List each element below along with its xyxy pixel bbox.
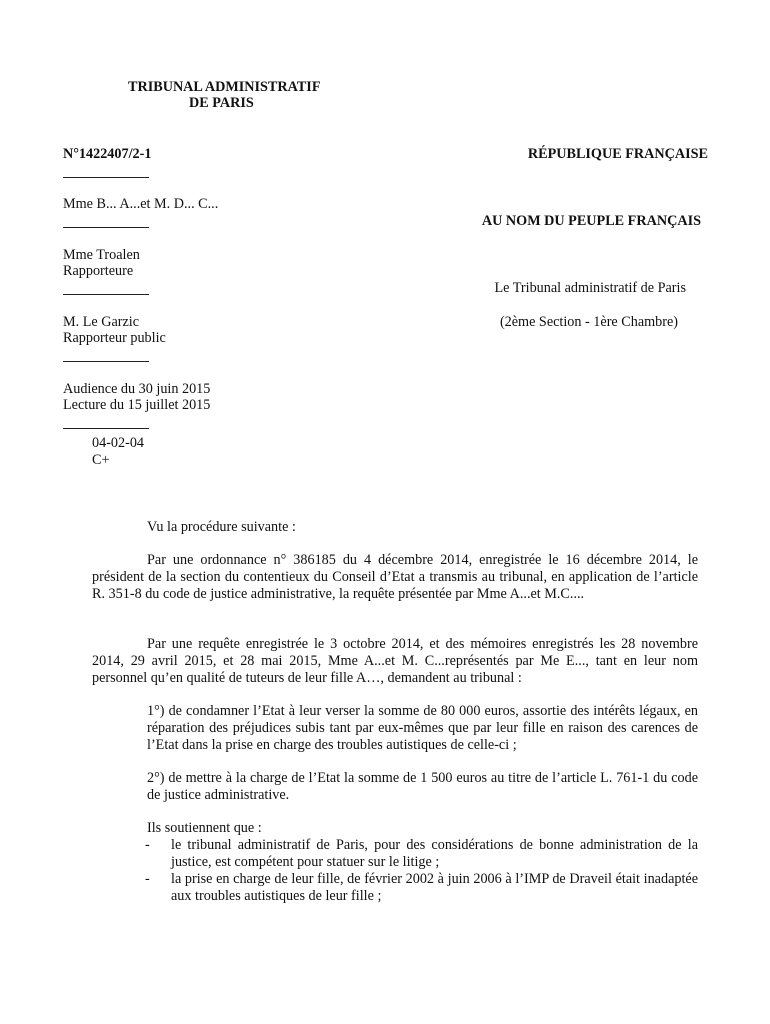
tribunal-name: Le Tribunal administratif de Paris [494,280,686,296]
public-rapporteur-name: M. Le Garzic [63,314,140,330]
classification-code: 04-02-04 [92,435,145,451]
in-the-name-heading: AU NOM DU PEUPLE FRANÇAIS [481,213,701,229]
paragraph-ordonnance: Par une ordonnance n° 386185 du 4 décembre 2014, enregistrée le 16 décembre 2014, le président de la section du contentieux du Conseil d’Etat a transmis au tribunal, en application de l’article R. 351-8 du code de justice administrative, la requête présentée par Mme A...et M.C.... [92,552,698,602]
bullet-dash: - [145,871,150,887]
paragraph-requete: Par une requête enregistrée le 3 octobre 2014, et des mémoires enregistrés les 28 novembre 2014, 29 avril 2015, et 28 mai 2015, Mme A...et M. C...représentés par Me E..., tant en leur nom personnel qu’en qualité de tuteurs de leur fille A…, demandent au tribunal : [92,636,698,686]
separator-line [63,177,149,178]
court-name-line2: DE PARIS [189,95,254,111]
bullet-dash: - [145,837,150,853]
publication-code: C+ [92,452,110,468]
public-rapporteur-role: Rapporteur public [63,330,166,346]
claim-2: 2°) de mettre à la charge de l’Etat la somme de 1 500 euros au titre de l’article L. 761-1 du code de justice administrative. [147,770,698,803]
rapporteur-role: Rapporteure [63,263,134,279]
list-item [145,871,698,905]
case-number: N°1422407/2-1 [63,146,152,162]
chamber: (2ème Section - 1ère Chambre) [499,314,678,330]
list-item [145,837,698,871]
separator-line [63,361,149,362]
separator-line [63,294,149,295]
court-name-line1: TRIBUNAL ADMINISTRATIF [128,79,321,95]
procedure-intro: Vu la procédure suivante : [147,519,296,535]
rapporteur-name: Mme Troalen [63,247,140,263]
parties: Mme B... A...et M. D... C... [63,196,219,212]
republic-heading: RÉPUBLIQUE FRANÇAISE [527,146,708,162]
separator-line [63,227,149,228]
claim-1: 1°) de condamner l’Etat à leur verser la somme de 80 000 euros, assortie des intérêts légaux, en réparation des préjudices subis tant par eux-mêmes que par leur fille en raison des carences de l’Etat dans la prise en charge des troubles autistiques de celle-ci ; [147,703,698,753]
bullet-text: la prise en charge de leur fille, de février 2002 à juin 2006 à l’IMP de Draveil était inadaptée aux troubles autistiques de leur fille ; [171,871,698,904]
hearing-date: Audience du 30 juin 2015 [63,381,211,397]
bullet-text: le tribunal administratif de Paris, pour des considérations de bonne administration de la justice, est compétent pour statuer sur le litige ; [171,837,698,870]
separator-line [63,428,149,429]
arguments-intro: Ils soutiennent que : [147,820,262,836]
reading-date: Lecture du 15 juillet 2015 [63,397,211,413]
